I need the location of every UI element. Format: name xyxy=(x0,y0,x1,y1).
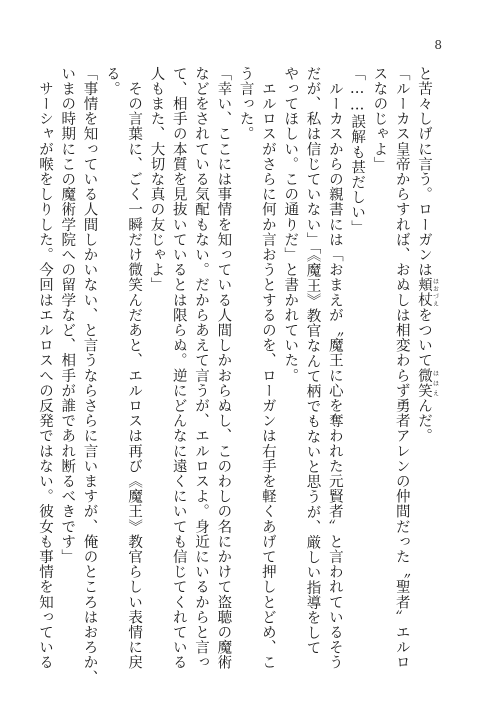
text-line: やってほしい。この通りだ」と書かれていた。 xyxy=(282,66,299,384)
text-line: 「幸い、ここには事情を知っている人間しかおらぬし、このわしの名にかけて盗聴の魔術 xyxy=(215,66,232,670)
text-line: る。 xyxy=(103,66,120,97)
text-line: サーシャが喉をしりした。今回はエルロスへの反発ではない。彼女も事情を知っている xyxy=(36,66,53,670)
text-line: ルーカスからの親書には「おまえが〝魔王に心を奪われた元賢者〟と言われているそう xyxy=(326,66,343,670)
text-line: 人もまた、大切な真の友じゃよ」 xyxy=(148,66,165,293)
text-line: スなのじゃよ」 xyxy=(371,66,388,172)
text-line: 「……誤解も甚だしい」 xyxy=(349,66,366,236)
text-line: だが、私は信じていない」「《魔王》教官なんて柄でもないと思うが、厳しい指導をして xyxy=(304,66,321,656)
text-line: 「事情を知っている人間しかいない、と言うならさらに言いますが、俺のところはおろか、 xyxy=(81,66,98,686)
text-line: エルロスがさらに何か言おうとするのを、ローガンは右手を軽くあげて押しとどめ、こ xyxy=(259,66,276,670)
text-line: などをされている気配もない。だからあえて言うが、エルロスよ。身近にいるからと言っ xyxy=(193,66,210,670)
text-line: いまの時期にこの魔術学院への留学など、相手が誰であれ断るべきです」 xyxy=(59,66,76,565)
text-line: て、相手の本質を見抜いているとは限らぬ。逆にどんなに遠くにいても信じてくれている xyxy=(170,66,187,670)
text-line: 「ルーカス皇帝からすれば、おぬしは相変わらず勇者アレンの仲間だった〝聖者〟エルロ xyxy=(393,66,410,670)
text-line: その言葉に、ごく一瞬だけ微笑んだあと、エルロスは再び《魔王》教官らしい表情に戻 xyxy=(126,66,143,670)
text-line: と苦々しげに言う。ローガンは頬杖 ほおづえをついて微笑 ほほえんだ。 xyxy=(416,66,439,444)
vertical-text-block xyxy=(36,66,439,686)
page-number: 8 xyxy=(434,38,442,52)
text-line: う言った。 xyxy=(237,66,254,142)
